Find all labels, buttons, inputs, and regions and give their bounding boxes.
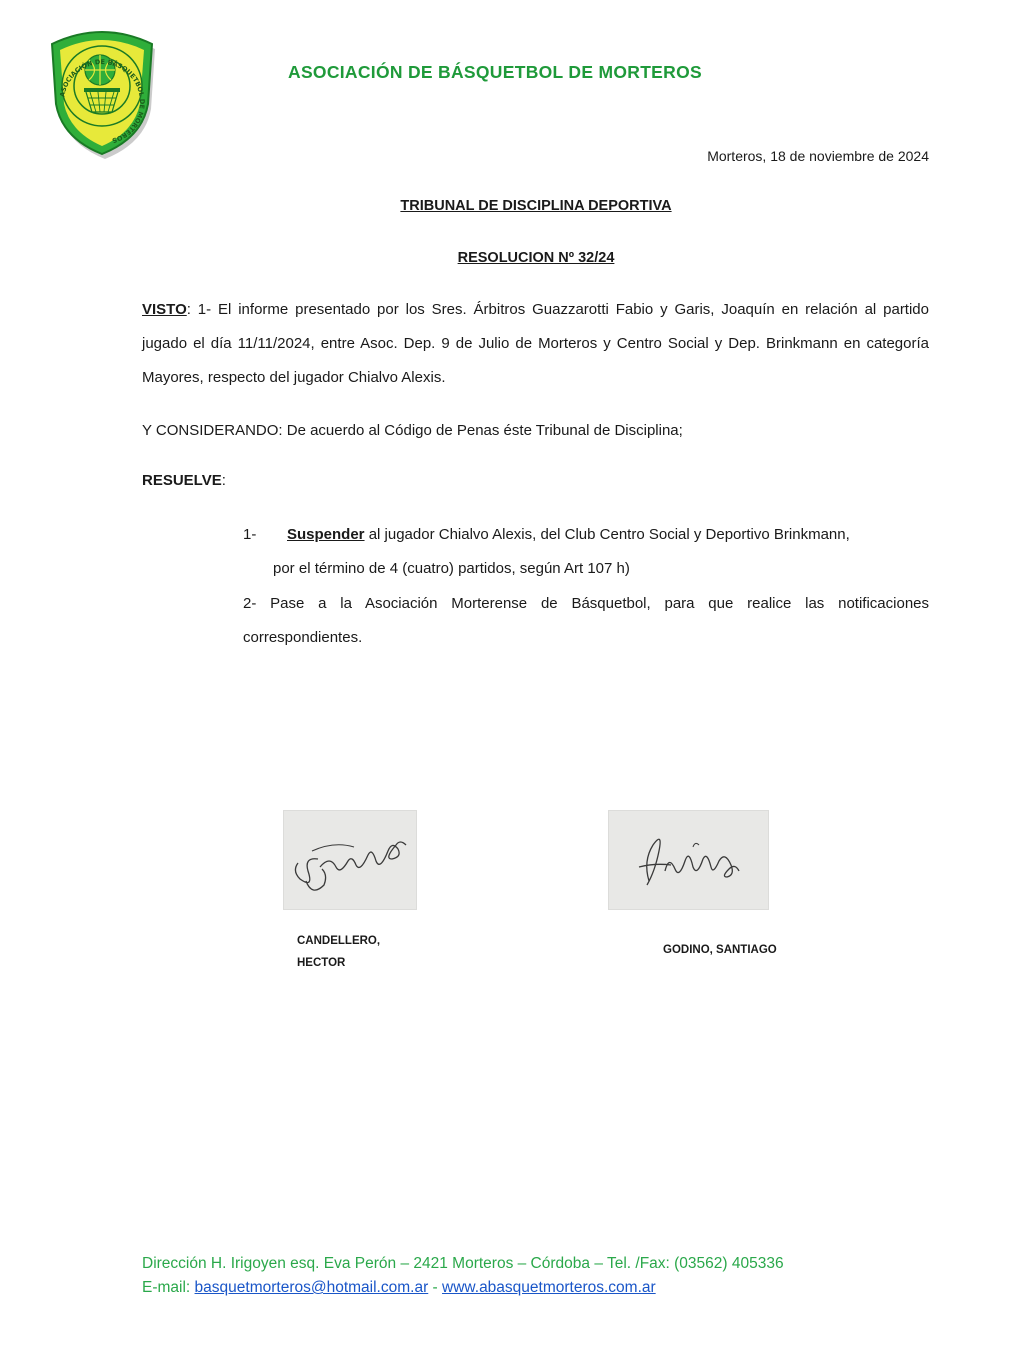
tribunal-heading: TRIBUNAL DE DISCIPLINA DEPORTIVA (400, 198, 672, 214)
item-text: al jugador Chialvo Alexis, del Club Centro Social y Deportivo Brinkmann, (364, 526, 850, 543)
footer-contact (142, 1279, 656, 1297)
resolution-item-2 (243, 587, 929, 655)
website-link[interactable]: www.abasquetmorteros.com.ar (442, 1279, 656, 1296)
signer-name-godino: GODINO, SANTIAGO (663, 944, 777, 956)
resolution-item-1 (243, 518, 929, 586)
handwritten-signature-icon (609, 811, 768, 909)
item-text: Pase a la Asociación Morterense de Básquetbol, para que realice las notificaciones correspondientes. (243, 595, 929, 646)
signer-name-line: HECTOR (297, 957, 346, 969)
item-text-continued: por el término de 4 (cuatro) partidos, según Art 107 h) (273, 560, 630, 577)
resuelve-label (142, 472, 226, 489)
footer-separator: - (428, 1279, 443, 1296)
basketball-shield-logo-icon (44, 26, 160, 160)
association-logo (44, 26, 160, 160)
resuelve-word: RESUELVE (142, 472, 222, 489)
svg-text:ASOCIACIÓN DE BÁSQUETBOL DE MO: ASOCIACIÓN DE BÁSQUETBOL DE MORTEROS (58, 57, 147, 145)
visto-paragraph (142, 293, 929, 395)
organization-title: ASOCIACIÓN DE BÁSQUETBOL DE MORTEROS (288, 62, 702, 82)
item-number: 1- (243, 526, 257, 543)
signature-image-candellero (283, 810, 417, 910)
signer-name-candellero (297, 930, 380, 974)
signature-image-godino (608, 810, 769, 910)
item-number: 2- (243, 595, 257, 612)
email-link[interactable]: basquetmorteros@hotmail.com.ar (194, 1279, 429, 1296)
visto-label: VISTO (142, 301, 187, 318)
resolution-heading: RESOLUCION Nº 32/24 (457, 250, 615, 266)
signer-name-line: CANDELLERO, (297, 935, 381, 947)
date-line: Morteros, 18 de noviembre de 2024 (707, 148, 929, 164)
visto-text: : 1- El informe presentado por los Sres. Árbitros Guazzarotti Fabio y Garis, Joaquín en relación al partido jugado el día 11/11/2024, entre Asoc. Dep. 9 de Julio de Morteros y Centro Social y Dep. Brinkmann en categoría Mayores, respecto del jugador Chialvo Alexis. (142, 301, 929, 386)
considerando-paragraph: Y CONSIDERANDO: De acuerdo al Código de Penas éste Tribunal de Disciplina; (142, 422, 683, 439)
handwritten-signature-icon (284, 811, 416, 909)
footer-address: Dirección H. Irigoyen esq. Eva Perón – 2421 Morteros – Córdoba – Tel. /Fax: (03562) 405336 (142, 1255, 784, 1272)
item-keyword: Suspender (287, 526, 365, 543)
footer-email-label: E-mail: (142, 1279, 195, 1296)
resuelve-colon: : (221, 472, 226, 489)
